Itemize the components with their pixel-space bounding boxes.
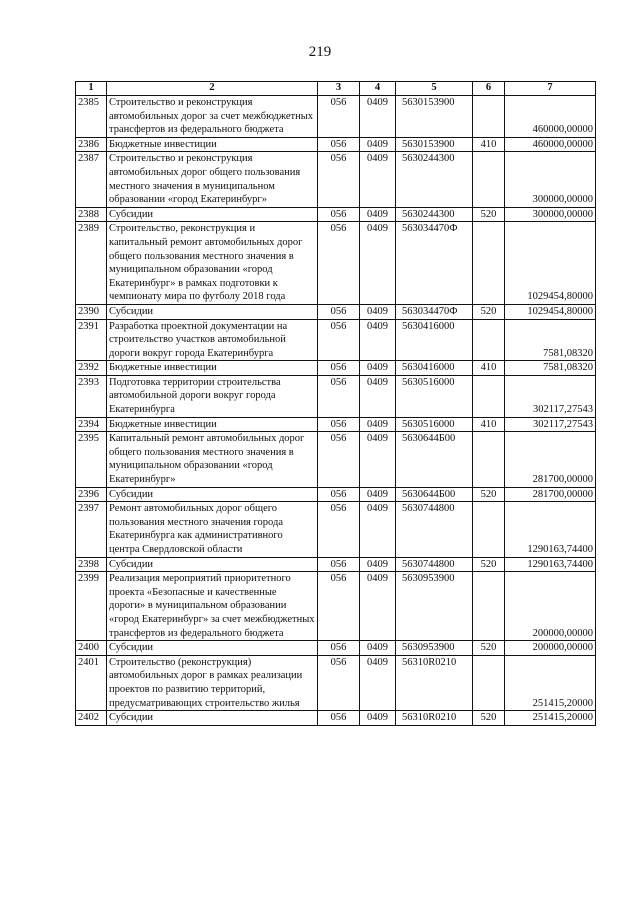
section-code-cell: 0409 xyxy=(360,207,396,222)
amount-cell: 251415,20000 xyxy=(505,711,596,726)
row-name-cell: Реализация мероприятий приоритетного проекта «Безопасные и качественные дороги» в муниципальном образовании «город Екатеринбург» за счет межбюджетных трансфертов из федерального бюджета xyxy=(107,572,318,641)
section-code-cell: 0409 xyxy=(360,641,396,656)
row-number-cell: 2389 xyxy=(76,222,107,305)
section-code-cell: 0409 xyxy=(360,655,396,710)
table-row xyxy=(76,137,596,152)
amount-cell: 200000,00000 xyxy=(505,641,596,656)
expense-type-cell: 410 xyxy=(473,361,505,376)
table-row xyxy=(76,417,596,432)
section-code-cell: 0409 xyxy=(360,432,396,487)
table-row xyxy=(76,641,596,656)
expense-type-cell xyxy=(473,375,505,417)
admin-code-cell: 056 xyxy=(318,375,360,417)
section-code-cell: 0409 xyxy=(360,375,396,417)
admin-code-cell: 056 xyxy=(318,655,360,710)
amount-cell: 1290163,74400 xyxy=(505,502,596,557)
amount-cell: 300000,00000 xyxy=(505,152,596,207)
article-code-cell: 5630244300 xyxy=(396,207,473,222)
table-row xyxy=(76,304,596,319)
expense-type-cell xyxy=(473,222,505,305)
header-cell: 2 xyxy=(107,82,318,96)
row-name-cell: Капитальный ремонт автомобильных дорог общего пользования местного значения в муниципальном образовании «город Екатеринбург» xyxy=(107,432,318,487)
amount-cell: 1029454,80000 xyxy=(505,222,596,305)
expense-type-cell xyxy=(473,96,505,138)
header-cell: 3 xyxy=(318,82,360,96)
row-name-cell: Бюджетные инвестиции xyxy=(107,361,318,376)
expense-type-cell: 520 xyxy=(473,641,505,656)
amount-cell: 281700,00000 xyxy=(505,487,596,502)
row-number-cell: 2397 xyxy=(76,502,107,557)
amount-cell: 460000,00000 xyxy=(505,137,596,152)
budget-table xyxy=(75,81,596,726)
expense-type-cell xyxy=(473,572,505,641)
row-number-cell: 2396 xyxy=(76,487,107,502)
table-row xyxy=(76,557,596,572)
admin-code-cell: 056 xyxy=(318,361,360,376)
table-row xyxy=(76,572,596,641)
expense-type-cell xyxy=(473,152,505,207)
section-code-cell: 0409 xyxy=(360,502,396,557)
page-number: 219 xyxy=(308,44,332,60)
expense-type-cell: 520 xyxy=(473,207,505,222)
row-number-cell: 2400 xyxy=(76,641,107,656)
row-name-cell: Строительство (реконструкция) автомобильных дорог в рамках реализации проектов по развитию территорий, предусматривающих строительство жилья xyxy=(107,655,318,710)
row-name-cell: Бюджетные инвестиции xyxy=(107,417,318,432)
row-name-cell: Ремонт автомобильных дорог общего пользования местного значения города Екатеринбурга как административного центра Свердловской области xyxy=(107,502,318,557)
admin-code-cell: 056 xyxy=(318,207,360,222)
row-number-cell: 2402 xyxy=(76,711,107,726)
row-number-cell: 2394 xyxy=(76,417,107,432)
admin-code-cell: 056 xyxy=(318,222,360,305)
article-code-cell: 5630953900 xyxy=(396,572,473,641)
admin-code-cell: 056 xyxy=(318,572,360,641)
row-name-cell: Строительство, реконструкция и капитальный ремонт автомобильных дорог общего пользования местного значения в муниципальном образовании «город Екатеринбург» в рамках подготовки к чемпионату мира по футболу 2018 года xyxy=(107,222,318,305)
row-number-cell: 2388 xyxy=(76,207,107,222)
section-code-cell: 0409 xyxy=(360,319,396,361)
amount-cell: 1029454,80000 xyxy=(505,304,596,319)
row-name-cell: Субсидии xyxy=(107,487,318,502)
row-number-cell: 2401 xyxy=(76,655,107,710)
article-code-cell: 5630644Б00 xyxy=(396,487,473,502)
article-code-cell: 5630416000 xyxy=(396,361,473,376)
row-number-cell: 2390 xyxy=(76,304,107,319)
expense-type-cell: 410 xyxy=(473,417,505,432)
amount-cell: 251415,20000 xyxy=(505,655,596,710)
admin-code-cell: 056 xyxy=(318,502,360,557)
article-code-cell: 5630644Б00 xyxy=(396,432,473,487)
section-code-cell: 0409 xyxy=(360,304,396,319)
article-code-cell: 5630744800 xyxy=(396,557,473,572)
section-code-cell: 0409 xyxy=(360,361,396,376)
table-row xyxy=(76,222,596,305)
amount-cell: 7581,08320 xyxy=(505,319,596,361)
table-row xyxy=(76,361,596,376)
table-row xyxy=(76,375,596,417)
table-row xyxy=(76,655,596,710)
table-row xyxy=(76,96,596,138)
article-code-cell: 5630516000 xyxy=(396,417,473,432)
section-code-cell: 0409 xyxy=(360,96,396,138)
row-number-cell: 2386 xyxy=(76,137,107,152)
admin-code-cell: 056 xyxy=(318,417,360,432)
article-code-cell: 5630416000 xyxy=(396,319,473,361)
article-code-cell: 5630153900 xyxy=(396,137,473,152)
row-name-cell: Субсидии xyxy=(107,711,318,726)
expense-type-cell: 410 xyxy=(473,137,505,152)
amount-cell: 302117,27543 xyxy=(505,417,596,432)
row-name-cell: Строительство и реконструкция автомобильных дорог общего пользования местного значения в муниципальном образовании «город Екатеринбург» xyxy=(107,152,318,207)
row-name-cell: Субсидии xyxy=(107,557,318,572)
row-name-cell: Разработка проектной документации на строительство участков автомобильной дороги вокруг города Екатеринбурга xyxy=(107,319,318,361)
table-row xyxy=(76,711,596,726)
row-number-cell: 2393 xyxy=(76,375,107,417)
expense-type-cell: 520 xyxy=(473,711,505,726)
row-name-cell: Субсидии xyxy=(107,641,318,656)
header-cell: 7 xyxy=(505,82,596,96)
table-row xyxy=(76,207,596,222)
row-name-cell: Бюджетные инвестиции xyxy=(107,137,318,152)
expense-type-cell xyxy=(473,432,505,487)
admin-code-cell: 056 xyxy=(318,557,360,572)
table-row xyxy=(76,487,596,502)
amount-cell: 302117,27543 xyxy=(505,375,596,417)
row-name-cell: Строительство и реконструкция автомобильных дорог за счет межбюджетных трансфертов из федерального бюджета xyxy=(107,96,318,138)
article-code-cell: 56310R0210 xyxy=(396,711,473,726)
table-row xyxy=(76,319,596,361)
admin-code-cell: 056 xyxy=(318,319,360,361)
header-row xyxy=(76,82,596,96)
expense-type-cell: 520 xyxy=(473,487,505,502)
expense-type-cell: 520 xyxy=(473,304,505,319)
section-code-cell: 0409 xyxy=(360,222,396,305)
admin-code-cell: 056 xyxy=(318,152,360,207)
amount-cell: 460000,00000 xyxy=(505,96,596,138)
article-code-cell: 5630516000 xyxy=(396,375,473,417)
section-code-cell: 0409 xyxy=(360,557,396,572)
row-number-cell: 2385 xyxy=(76,96,107,138)
table-row xyxy=(76,502,596,557)
table-row xyxy=(76,432,596,487)
article-code-cell: 5630744800 xyxy=(396,502,473,557)
admin-code-cell: 056 xyxy=(318,137,360,152)
row-name-cell: Субсидии xyxy=(107,207,318,222)
amount-cell: 281700,00000 xyxy=(505,432,596,487)
article-code-cell: 5630244300 xyxy=(396,152,473,207)
article-code-cell: 56310R0210 xyxy=(396,655,473,710)
section-code-cell: 0409 xyxy=(360,487,396,502)
row-number-cell: 2387 xyxy=(76,152,107,207)
row-name-cell: Подготовка территории строительства автомобильной дороги вокруг города Екатеринбурга xyxy=(107,375,318,417)
article-code-cell: 563034470Ф xyxy=(396,222,473,305)
article-code-cell: 563034470Ф xyxy=(396,304,473,319)
row-number-cell: 2395 xyxy=(76,432,107,487)
expense-type-cell: 520 xyxy=(473,557,505,572)
amount-cell: 7581,08320 xyxy=(505,361,596,376)
row-number-cell: 2391 xyxy=(76,319,107,361)
amount-cell: 1290163,74400 xyxy=(505,557,596,572)
section-code-cell: 0409 xyxy=(360,152,396,207)
admin-code-cell: 056 xyxy=(318,96,360,138)
row-number-cell: 2399 xyxy=(76,572,107,641)
header-cell: 5 xyxy=(396,82,473,96)
table-body xyxy=(76,96,596,726)
header-cell: 4 xyxy=(360,82,396,96)
table-row xyxy=(76,152,596,207)
article-code-cell: 5630953900 xyxy=(396,641,473,656)
section-code-cell: 0409 xyxy=(360,711,396,726)
amount-cell: 300000,00000 xyxy=(505,207,596,222)
admin-code-cell: 056 xyxy=(318,487,360,502)
expense-type-cell xyxy=(473,502,505,557)
admin-code-cell: 056 xyxy=(318,641,360,656)
admin-code-cell: 056 xyxy=(318,711,360,726)
row-number-cell: 2392 xyxy=(76,361,107,376)
article-code-cell: 5630153900 xyxy=(396,96,473,138)
admin-code-cell: 056 xyxy=(318,304,360,319)
header-cell: 6 xyxy=(473,82,505,96)
section-code-cell: 0409 xyxy=(360,137,396,152)
expense-type-cell xyxy=(473,319,505,361)
section-code-cell: 0409 xyxy=(360,417,396,432)
expense-type-cell xyxy=(473,655,505,710)
header-cell: 1 xyxy=(76,82,107,96)
row-name-cell: Субсидии xyxy=(107,304,318,319)
row-number-cell: 2398 xyxy=(76,557,107,572)
section-code-cell: 0409 xyxy=(360,572,396,641)
admin-code-cell: 056 xyxy=(318,432,360,487)
amount-cell: 200000,00000 xyxy=(505,572,596,641)
